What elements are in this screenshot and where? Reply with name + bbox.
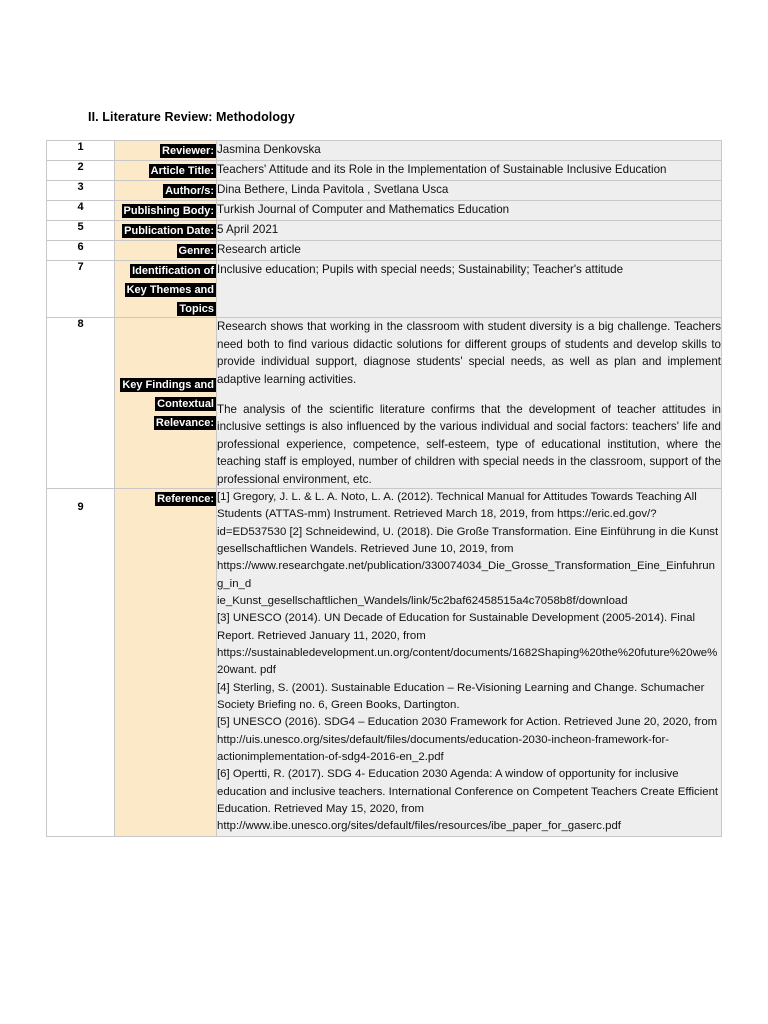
row-label-cell — [115, 160, 217, 180]
row-number: 4 — [47, 200, 115, 220]
row-number: 1 — [47, 141, 115, 161]
row-label-cell — [115, 141, 217, 161]
reference-item: ie_Kunst_gesellschaftlichen_Wandels/link/5c2baf62458515a4c7058b8f/download — [217, 594, 628, 607]
table-row — [47, 220, 722, 240]
reference-item: [3] UNESCO (2014). UN Decade of Education for Sustainable Development (2005-2014). Final Report. Retrieved January 11, 2020, from — [217, 612, 696, 642]
table-row — [47, 200, 722, 220]
row-value: Inclusive education; Pupils with special needs; Sustainability; Teacher's attitude — [217, 260, 722, 318]
reference-item: [1] Gregory, J. L. & L. A. Noto, L. A. (2012). Technical Manual for Attitudes Towards Teaching All Students (ATTAS-mm) Instrument. Retrieved March 18, 2019, from https://eric.ed.gov/?id=ED537530 [2] Schneidewind, U. (2018). Die Große Transformation. Eine Einführung in die Kunst gesellschaftlichen Wandels. Retrieved June 10, 2019, from — [217, 490, 719, 555]
row-label: Publishing Body: — [123, 204, 214, 217]
table-row — [47, 318, 722, 489]
table-row — [47, 488, 722, 836]
row-label: Reviewer: — [162, 145, 214, 157]
row-value: 5 April 2021 — [217, 220, 722, 240]
row-label-cell — [115, 220, 217, 240]
row-value: Dina Bethere, Linda Pavitola , Svetlana Usca — [217, 180, 722, 200]
row-value — [217, 318, 722, 489]
reference-item: https://www.researchgate.net/publication/330074034_Die_Grosse_Transformation_Eine_Einfuhrung_in_d — [217, 560, 715, 590]
row-number: 3 — [47, 180, 115, 200]
row-label-cell — [115, 260, 217, 318]
row-label: Reference: — [157, 492, 214, 505]
row-number: 8 — [47, 318, 115, 489]
row-value: Research article — [217, 240, 722, 260]
row-label-cell — [115, 180, 217, 200]
table-row — [47, 180, 722, 200]
row-value: Teachers' Attitude and its Role in the Implementation of Sustainable Inclusive Education — [217, 160, 722, 180]
row-label-cell — [115, 488, 217, 836]
row-label-cell — [115, 240, 217, 260]
row-label: Key Findings and Contextual Relevance: — [122, 378, 214, 429]
row-label: Genre: — [178, 244, 214, 257]
table-row — [47, 160, 722, 180]
row-label: Publication Date: — [124, 224, 214, 237]
reference-item: [6] Opertti, R. (2017). SDG 4- Education 2030 Agenda: A window of opportunity for inclusive education and inclusive teachers. International Conference on Competent Teachers Create Efficient Education. Retrieved May 15, 2020, from http://www.ibe.unesco.org/sites/default/files/resources/ibe_paper_for_gaserc.pdf — [217, 768, 719, 833]
findings-paragraph-1: Research shows that working in the classroom with student diversity is a big challenge. Teachers need both to find various didactic solutions for different groups of students and develop skills to provide individual support, diagnose students' special needs, as well as plan and implement adaptive learning activities. — [217, 320, 721, 386]
row-number: 6 — [47, 240, 115, 260]
reference-item: https://sustainabledevelopment.un.org/content/documents/1682Shaping%20the%20future%20we%20want. pdf — [217, 646, 718, 677]
row-label: Article Title: — [150, 164, 214, 177]
row-value: Turkish Journal of Computer and Mathematics Education — [217, 200, 722, 220]
row-label-cell — [115, 318, 217, 489]
table-row — [47, 141, 722, 161]
row-label: Author/s: — [165, 184, 214, 197]
row-value: Jasmina Denkovska — [217, 141, 722, 161]
table-row — [47, 240, 722, 260]
findings-paragraph-2: The analysis of the scientific literature confirms that the development of teacher attitudes in inclusive settings is also influenced by the various individual and social factors: teachers' life and professional experience, competence, self-esteem, type of educational institution, where the teaching staff is employed, number of children with special needs in the classroom, support of the professional environment, etc. — [217, 403, 721, 486]
reference-item: [4] Sterling, S. (2001). Sustainable Education – Re-Visioning Learning and Change. Schumacher Society Briefing no. 6, Green Books, Dartington. — [217, 681, 705, 711]
row-number: 5 — [47, 220, 115, 240]
row-number: 2 — [47, 160, 115, 180]
page-title: II. Literature Review: Methodology — [88, 110, 295, 124]
row-number: 7 — [47, 260, 115, 318]
row-label: Identification of Key Themes and Topics — [126, 264, 214, 315]
table-row — [47, 260, 722, 318]
row-value — [217, 488, 722, 836]
reference-item: [5] UNESCO (2016). SDG4 – Education 2030 Framework for Action. Retrieved June 20, 2020, from http://uis.unesco.org/sites/default/files/documents/education-2030-incheon-framework-for-actionimplementation-of-sdg4-2016-en_2.pdf — [217, 716, 718, 763]
row-label-cell — [115, 200, 217, 220]
row-number: 9 — [47, 488, 115, 836]
literature-review-table — [46, 140, 722, 837]
